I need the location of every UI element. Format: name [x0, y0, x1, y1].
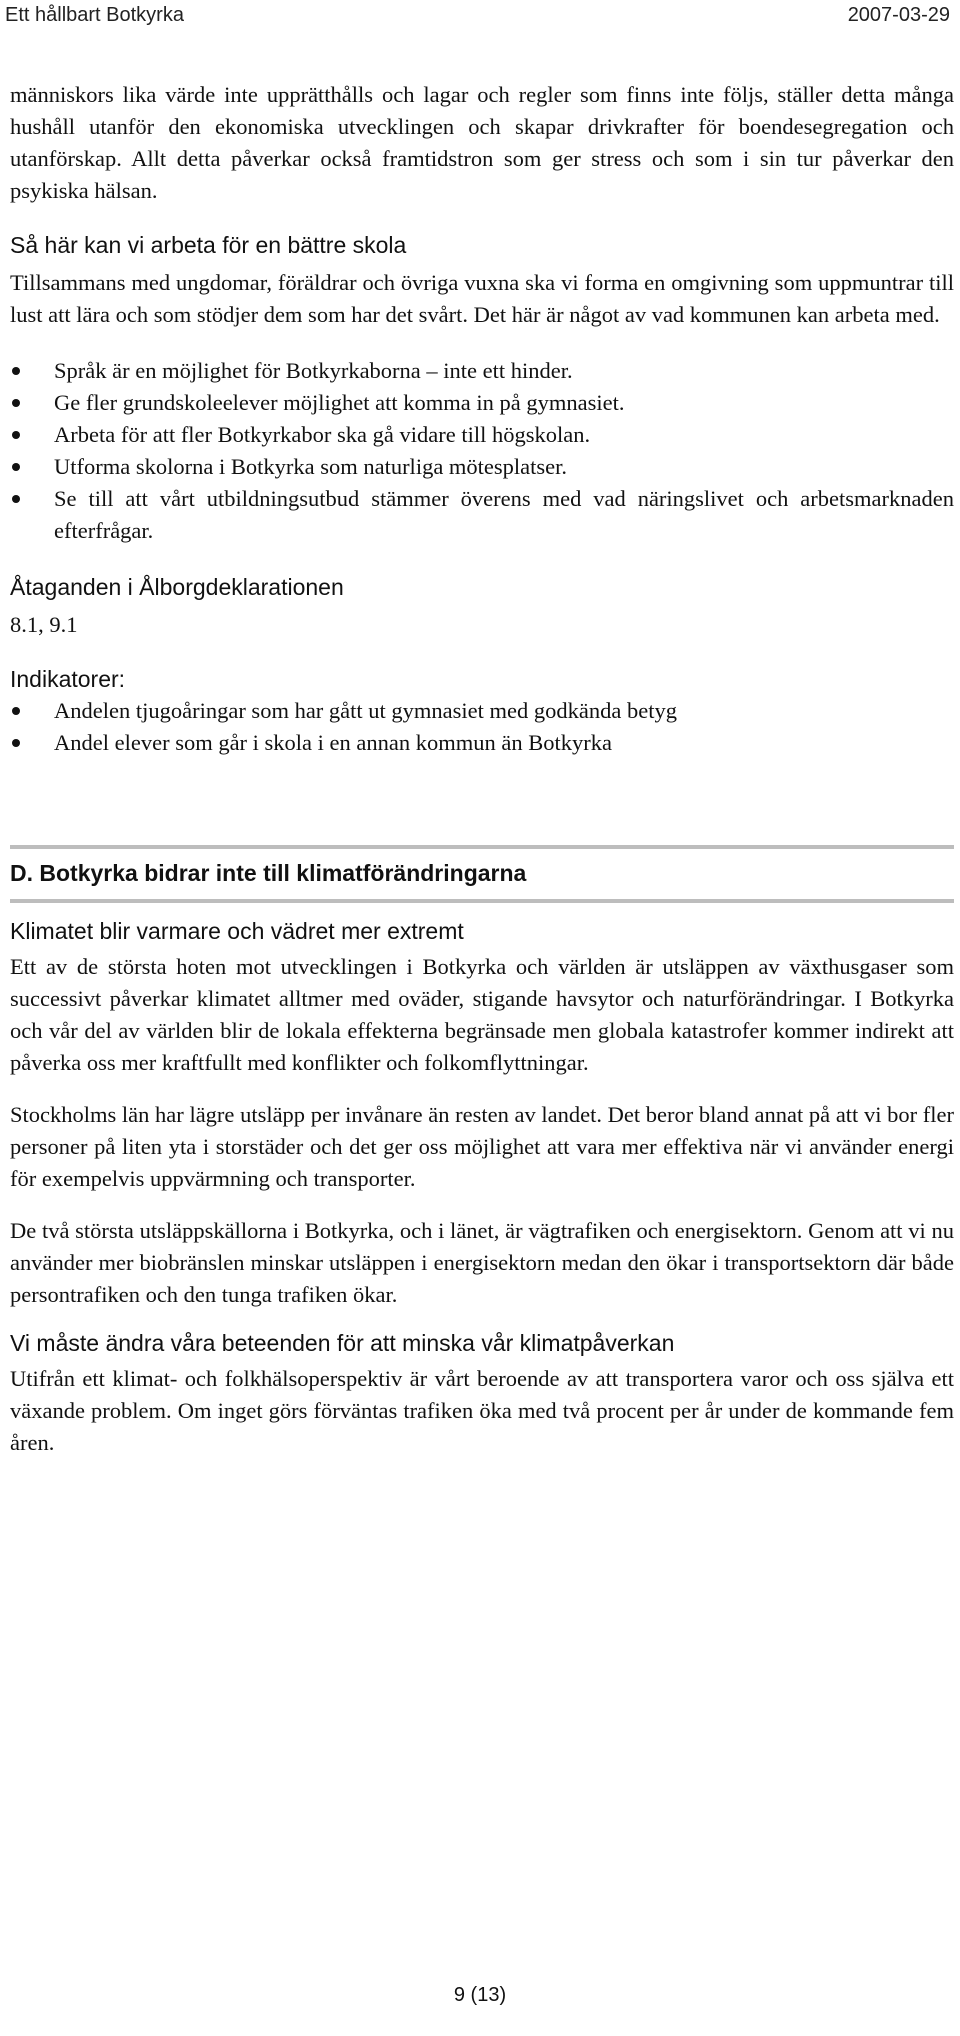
climate-paragraph-3: De två största utsläppskällorna i Botkyrka, och i länet, är vägtrafiken och energisektorn. Genom att vi nu använder mer biobränslen minskar utsläppen i energisektorn medan den ökar i transportsektorn där både persontrafiken och den tunga trafiken ökar.	[10, 1218, 954, 1307]
bullet-icon	[12, 707, 20, 715]
climate-subheading: Klimatet blir varmare och vädret mer extremt	[10, 918, 464, 944]
list-item	[10, 451, 954, 483]
school-paragraph: Tillsammans med ungdomar, föräldrar och övriga vuxna ska vi forma en omgivning som uppmuntrar till lust att lära och som stödjer dem som har det svårt. Det här är något av vad kommunen kan arbeta med.	[10, 270, 954, 327]
bullet-icon	[12, 739, 20, 747]
list-item	[10, 419, 954, 451]
intro-paragraph: människors lika värde inte upprätthålls och lagar och regler som finns inte följs, ställer detta många hushåll utanför den ekonomiska utvecklingen och skapar drivkrafter för boendesegregation och utanförskap. Allt detta påverkar också framtidstron som ger stress och som i sin tur påverkar den psykiska hälsan.	[10, 82, 954, 203]
list-item	[10, 355, 954, 387]
school-heading: Så här kan vi arbeta för en bättre skola	[10, 232, 407, 258]
header-title: Ett hållbart Botkyrka	[5, 4, 184, 26]
school-bullet-list	[10, 355, 954, 547]
section-divider-bottom	[10, 899, 954, 903]
section-divider-top	[10, 845, 954, 849]
behaviour-subheading: Vi måste ändra våra beteenden för att minska vår klimatpåverkan	[10, 1330, 675, 1356]
list-item-text: Ge fler grundskoleelever möjlighet att komma in på gymnasiet.	[54, 390, 625, 415]
list-item-text: Arbeta för att fler Botkyrkabor ska gå vidare till högskolan.	[54, 422, 591, 447]
section-d-title: D. Botkyrka bidrar inte till klimatförändringarna	[10, 860, 527, 886]
climate-paragraph-1: Ett av de största hoten mot utvecklingen i Botkyrka och världen är utsläppen av växthusgaser som successivt påverkar klimatet alltmer med oväder, stigande havsytor och naturförändringar. I Botkyrka och vår del av världen blir de lokala effekterna begränsade men globala katastrofer kommer indirekt att påverka oss mer kraftfullt med konflikter och folkomflyttningar.	[10, 954, 954, 1075]
list-item	[10, 695, 954, 727]
commitments-heading: Åtaganden i Ålborgdeklarationen	[10, 574, 344, 600]
climate-paragraph-2: Stockholms län har lägre utsläpp per invånare än resten av landet. Det beror bland annat på att vi bor fler personer på liten yta i storstäder och det ger oss möjlighet att vara mer effektiva när vi använder energi för exempelvis uppvärmning och transporter.	[10, 1102, 954, 1191]
list-item-text: Utforma skolorna i Botkyrka som naturliga mötesplatser.	[54, 454, 568, 479]
header-date: 2007-03-29	[847, 4, 950, 26]
page-number: 9 (13)	[453, 1984, 507, 2006]
list-item	[10, 727, 954, 759]
behaviour-paragraph: Utifrån ett klimat- och folkhälsoperspektiv är vårt beroende av att transportera varor och oss själva ett växande problem. Om inget görs förväntas trafiken öka med två procent per år under de kommande fem åren.	[10, 1366, 954, 1455]
document-body	[10, 79, 954, 1459]
list-item	[10, 387, 954, 419]
bullet-icon	[12, 495, 20, 503]
list-item	[10, 483, 954, 547]
list-item-text: Andel elever som går i skola i en annan kommun än Botkyrka	[54, 730, 612, 755]
bullet-icon	[12, 399, 20, 407]
indicators-list	[10, 695, 954, 759]
indicators-heading: Indikatorer:	[10, 666, 126, 692]
list-item-text: Språk är en möjlighet för Botkyrkaborna – inte ett hinder.	[54, 358, 573, 383]
bullet-icon	[12, 463, 20, 471]
bullet-icon	[12, 431, 20, 439]
list-item-text: Se till att vårt utbildningsutbud stämmer överens med vad näringslivet och arbetsmarknaden efterfrågar.	[54, 486, 954, 543]
bullet-icon	[12, 367, 20, 375]
list-item-text: Andelen tjugoåringar som har gått ut gymnasiet med godkända betyg	[54, 698, 677, 723]
commitments-value: 8.1, 9.1	[10, 612, 78, 637]
